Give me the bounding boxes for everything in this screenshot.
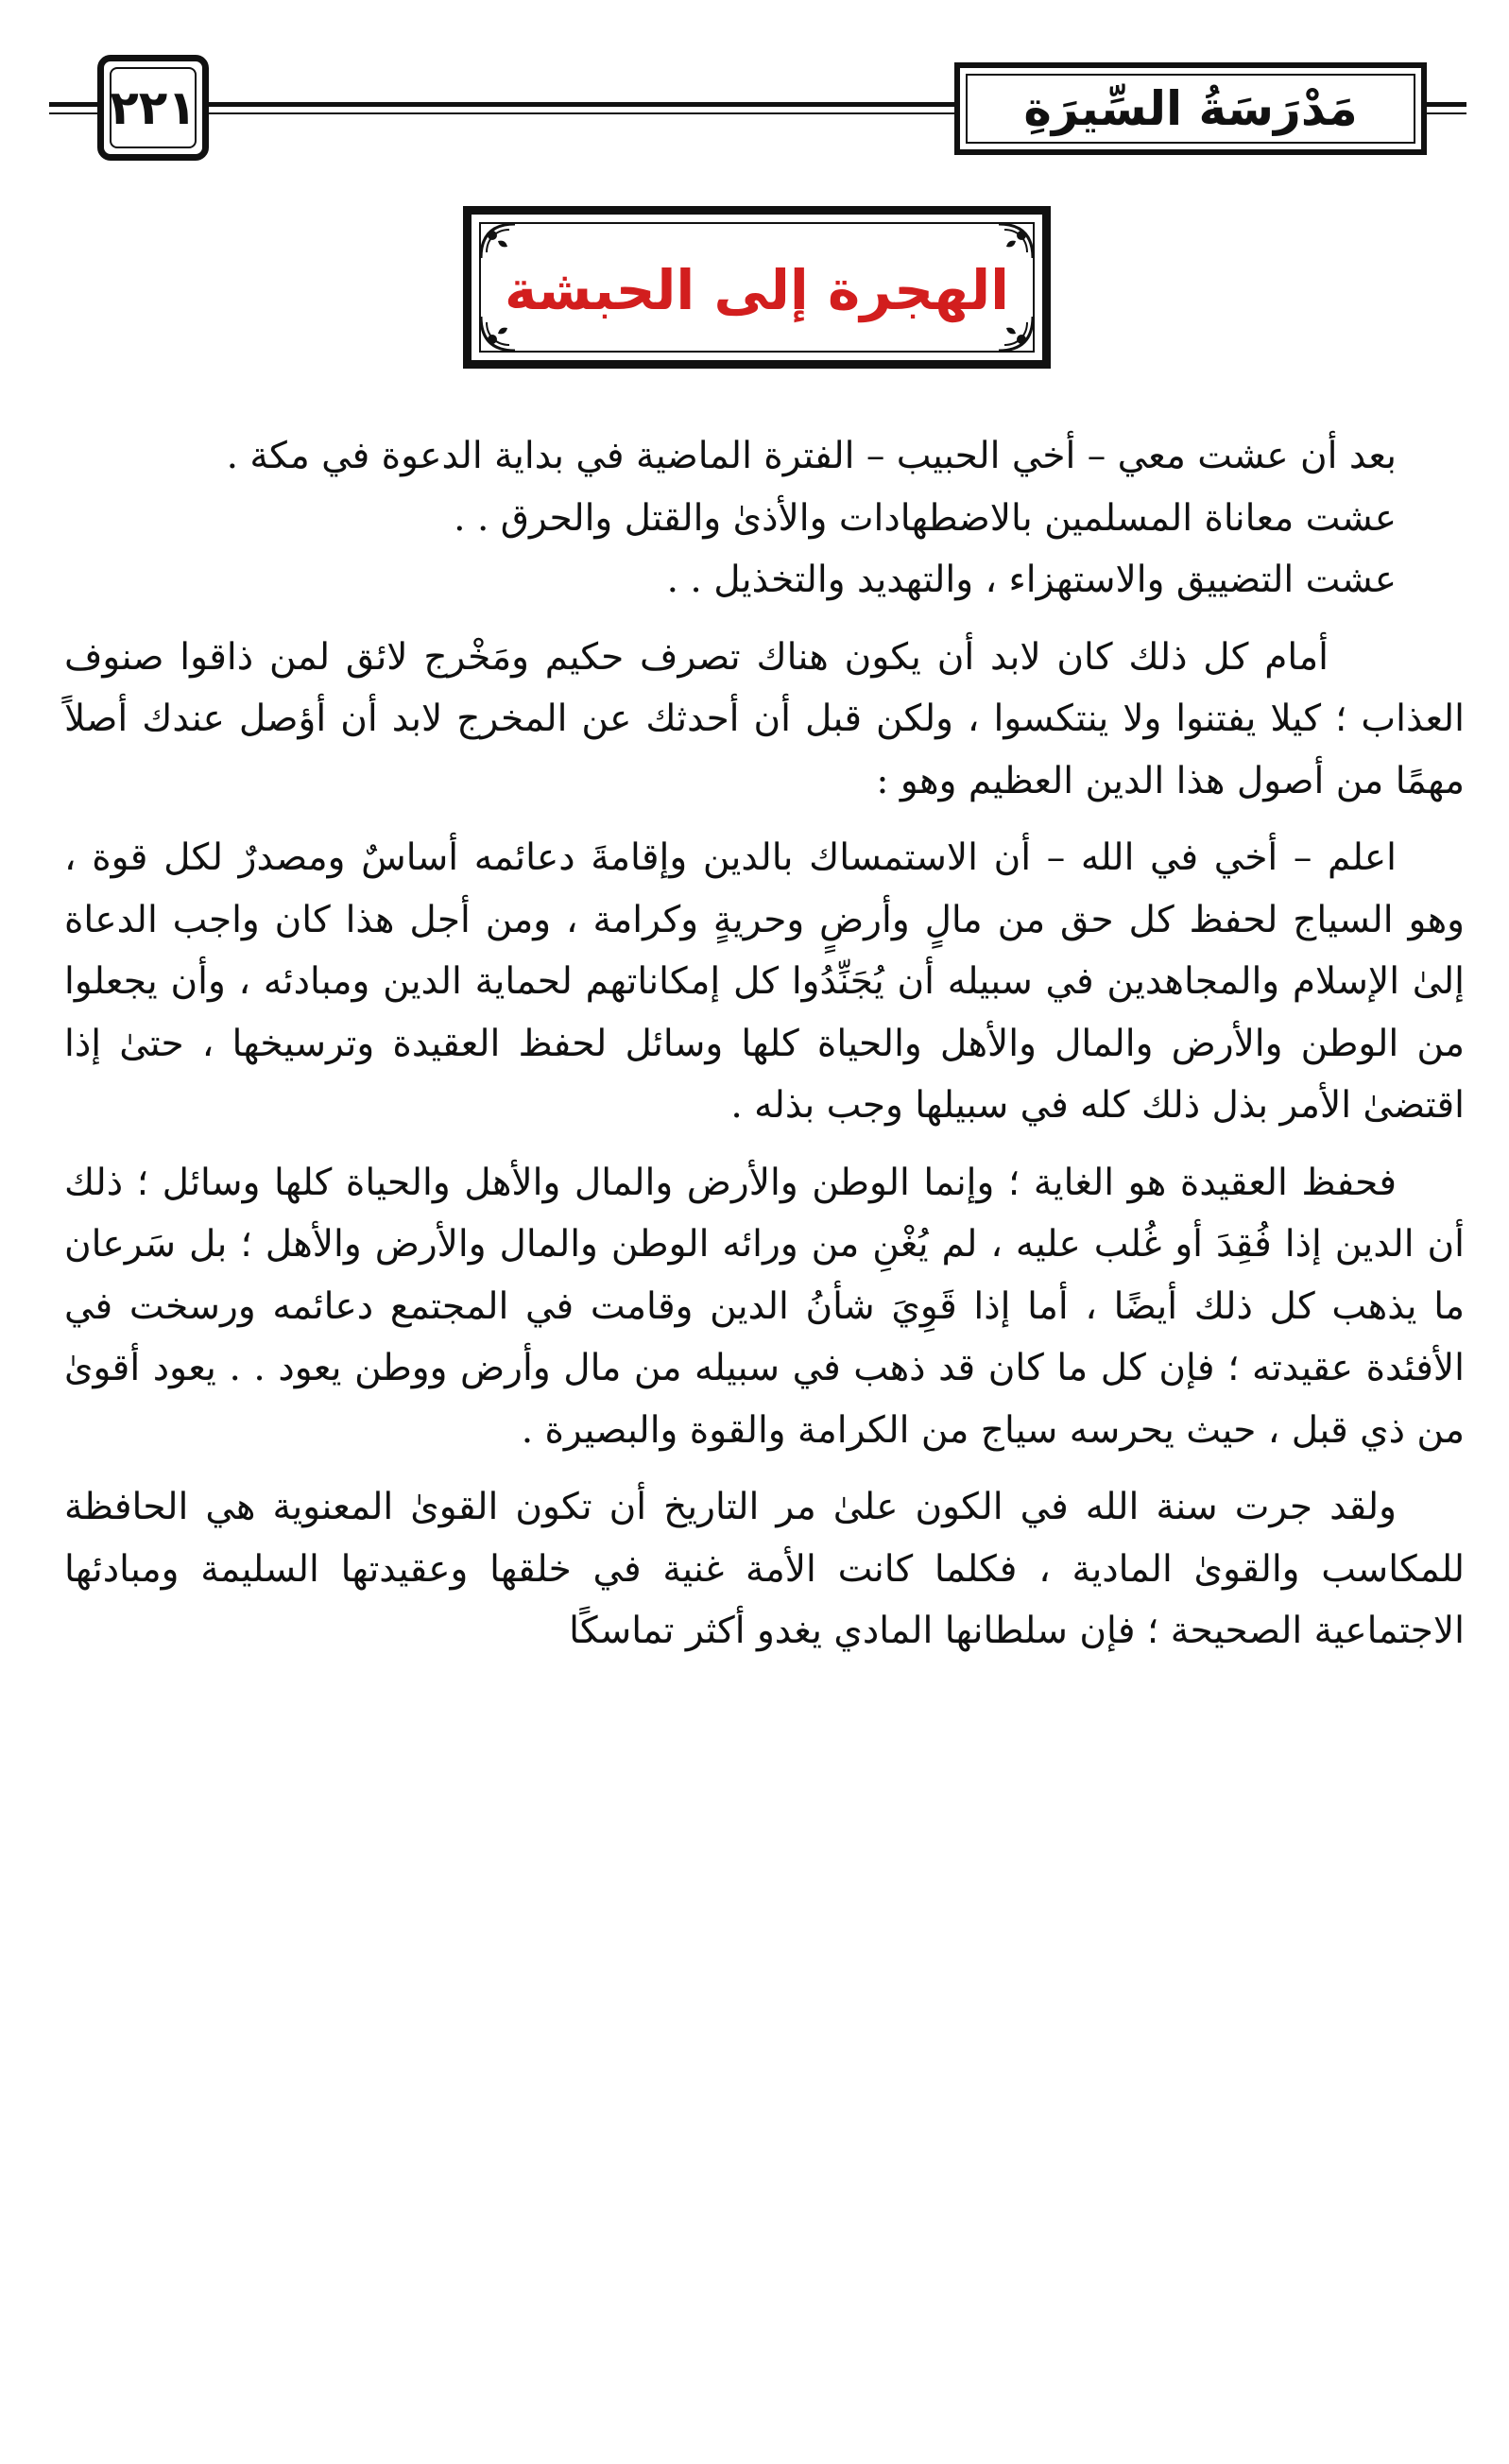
ornament-corner-icon <box>477 220 519 262</box>
intro-line: بعد أن عشت معي – أخي الحبيب – الفترة الماضية في بداية الدعوة في مكة . <box>226 435 1397 477</box>
series-title: مَدْرَسَةُ السِّيرَةِ <box>1023 81 1358 136</box>
paragraph-text: اعلم – أخي في الله – أن الاستمساك بالدين وإقامةَ دعائمه أساسٌ ومصدرٌ لكل قوة ، وهو السياج لحفظ كل حق من مالٍ وأرضٍ وحريةٍ وكرامة ، ومن أجل هذا كان واجب الدعاة إلىٰ الإسلام والمجاهدين في سبيله أن يُجَنِّدُوا كل إمكاناتهم لحماية الدين ومبادئه ، وأن يجعلوا من الوطن والأرض والمال والأهل والحياة كلها وسائل لحفظ العقيدة وترسيخها ، حتىٰ إذا اقتضىٰ الأمر بذل ذلك كله في سبيلها وجب بذله . <box>64 836 1465 1127</box>
intro-line: عشت التضييق والاستهزاء ، والتهديد والتخذيل . . <box>666 559 1397 601</box>
intro-line: عشت معاناة المسلمين بالاضطهادات والأذىٰ والقتل والحرق . . <box>454 496 1397 540</box>
series-title-box <box>954 62 1427 155</box>
paragraph <box>64 827 1465 1137</box>
paragraph-text: ولقد جرت سنة الله في الكون علىٰ مر التاريخ أن تكون القوىٰ المعنوية هي الحافظة للمكاسب والقوىٰ المادية ، فكلما كانت الأمة غنية في خلقها وعقيدتها السليمة ومبادئها الاجتماعية الصحيحة ؛ فإن سلطانها المادي يغدو أكثر تماسكًا <box>64 1486 1465 1652</box>
paragraph-text: فحفظ العقيدة هو الغاية ؛ وإنما الوطن والأرض والمال والأهل والحياة كلها وسائل ؛ ذلك أن الدين إذا فُقِدَ أو غُلب عليه ، لم يُغْنِ من ورائه الوطن والمال والأرض والأهل ؛ بل سَرعان ما يذهب كل ذلك أيضًا ، أما إذا قَوِيَ شأنُ الدين وقامت في المجتمع دعائمه ورسخت في الأفئدة عقيدته ؛ فإن كل ما كان قد ذهب في سبيله من مال وأرض ووطن يعود . . يعود أقوىٰ من ذي قبل ، حيث يحرسه سياج من الكرامة والقوة والبصيرة . <box>64 1161 1465 1452</box>
page-number-box <box>97 55 209 161</box>
chapter-title-frame <box>463 206 1051 369</box>
paragraph-text: أمام كل ذلك كان لابد أن يكون هناك تصرف حكيم ومَخْرج لائق لمن ذاقوا صنوف العذاب ؛ كيلا يفتنوا ولا ينتكسوا ، ولكن قبل أن أحدثك عن المخرج لابد أن أؤصل عندك أصلاً مهمًا من أصول هذا الدين العظيم وهو : <box>64 635 1465 802</box>
body-text <box>64 425 1465 1678</box>
paragraph <box>64 1152 1465 1462</box>
paragraph <box>64 1476 1465 1663</box>
paragraph-intro <box>64 425 1465 612</box>
paragraph <box>64 627 1465 813</box>
chapter-title: الهجرة إلى الحبشة <box>504 258 1010 322</box>
page-number: ٢٢١ <box>110 80 197 135</box>
ornament-corner-icon <box>995 220 1037 262</box>
